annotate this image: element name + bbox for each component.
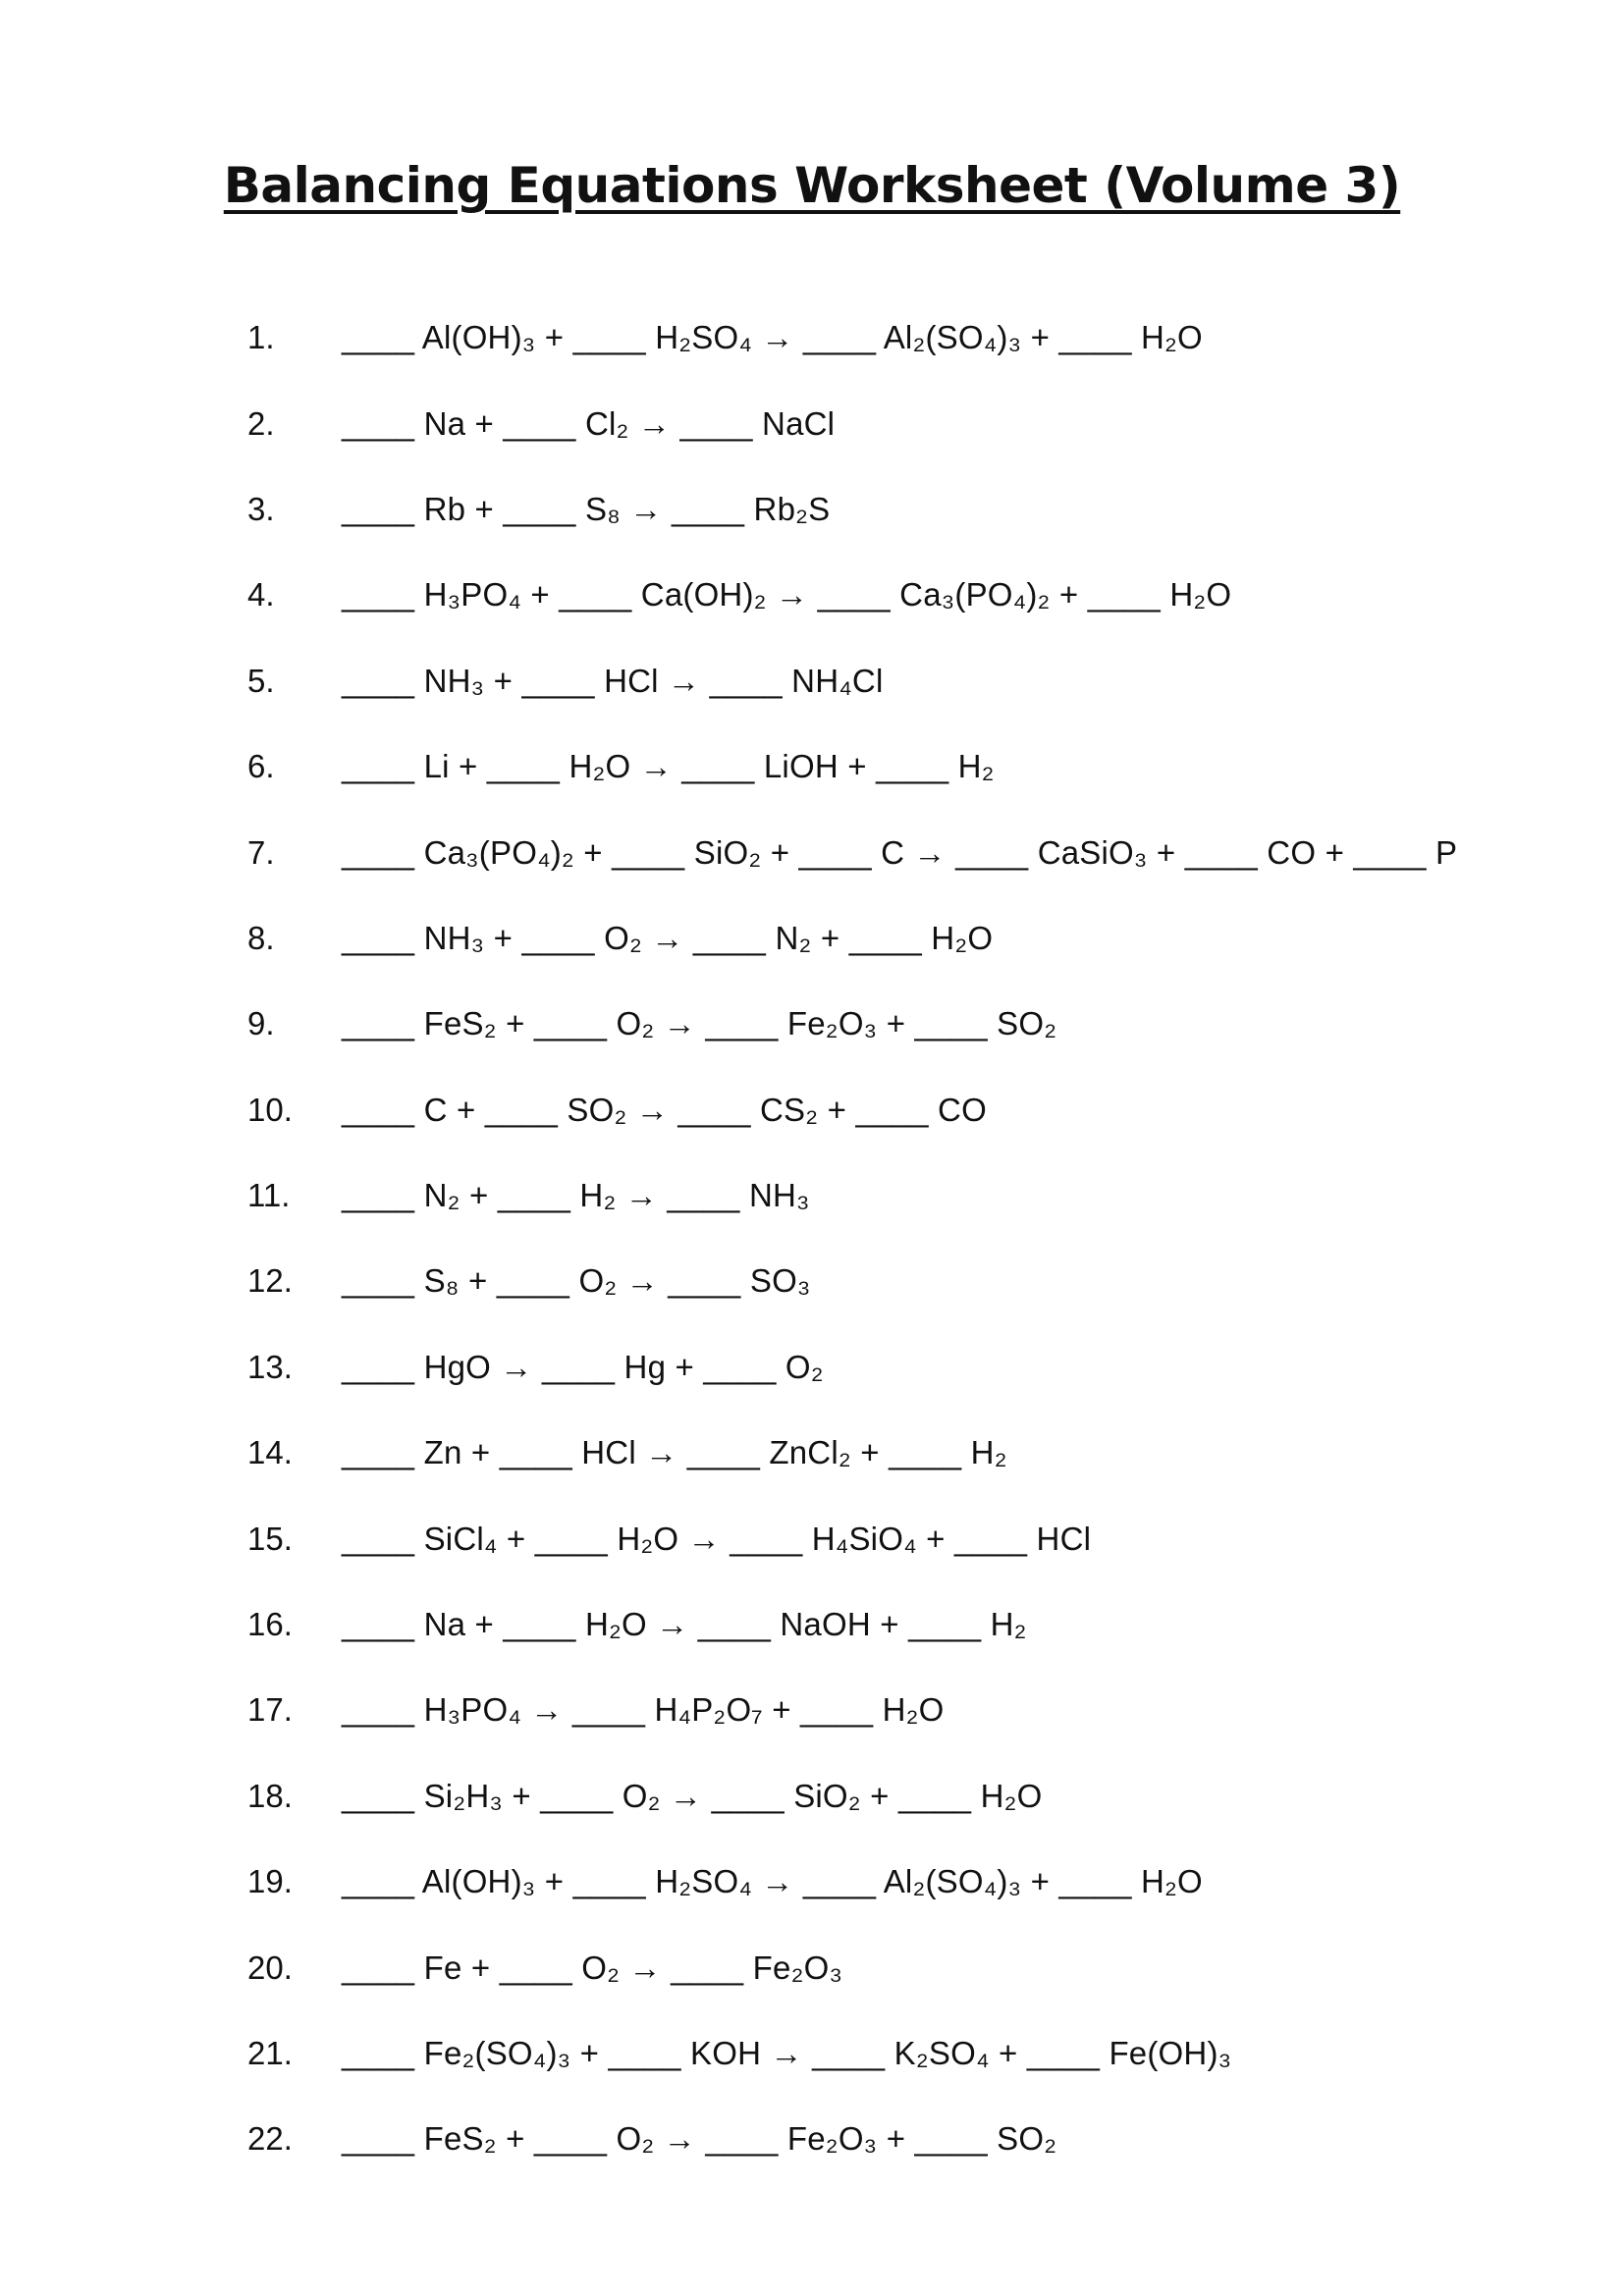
problem-item [247, 552, 1524, 637]
problem-item [247, 981, 1524, 1066]
problem-item [247, 1667, 1524, 1752]
problem-number: 5. [247, 662, 275, 699]
problem-number: 3. [247, 490, 275, 527]
problem-item [247, 1410, 1524, 1495]
problem-number: 7. [247, 833, 275, 871]
problem-equation: ____ Al(OH)₃ + ____ H₂SO₄ → ____ Al₂(SO₄)₃ + ____ H₂O [342, 319, 1203, 356]
problem-item [247, 1581, 1524, 1667]
problem-equation: ____ Li + ____ H₂O → ____ LiOH + ____ H₂ [342, 748, 995, 785]
problem-equation: ____ Si₂H₃ + ____ O₂ → ____ SiO₂ + ____ H₂O [342, 1777, 1043, 1814]
problem-number: 15. [247, 1520, 293, 1557]
problem-equation: ____ Fe₂(SO₄)₃ + ____ KOH → ____ K₂SO₄ + ____ Fe(OH)₃ [342, 2035, 1232, 2071]
problem-equation: ____ S₈ + ____ O₂ → ____ SO₃ [342, 1262, 811, 1300]
problem-number: 14. [247, 1434, 293, 1471]
problem-item [247, 2096, 1524, 2181]
problem-number: 17. [247, 1691, 293, 1729]
problem-equation: ____ N₂ + ____ H₂ → ____ NH₃ [342, 1177, 810, 1214]
problem-number: 9. [247, 1005, 275, 1042]
problem-number: 20. [247, 1949, 293, 1986]
problem-equation: ____ Ca₃(PO₄)₂ + ____ SiO₂ + ____ C → ____ CaSiO₃ + ____ CO + ____ P [342, 833, 1458, 871]
problem-number: 21. [247, 2035, 293, 2071]
problem-equation: ____ NH₃ + ____ O₂ → ____ N₂ + ____ H₂O [342, 919, 994, 956]
problem-item [247, 1753, 1524, 1839]
problem-equation: ____ C + ____ SO₂ → ____ CS₂ + ____ CO [342, 1091, 987, 1128]
problem-equation: ____ Fe + ____ O₂ → ____ Fe₂O₃ [342, 1949, 843, 1986]
problem-number: 8. [247, 919, 275, 956]
problem-list [247, 294, 1524, 2182]
problem-item [247, 638, 1524, 723]
problem-item [247, 895, 1524, 981]
problem-item [247, 380, 1524, 465]
problem-item [247, 1324, 1524, 1410]
problem-item [247, 1924, 1524, 2009]
problem-number: 6. [247, 748, 275, 785]
problem-item [247, 1495, 1524, 1580]
problem-number: 11. [247, 1177, 291, 1214]
problem-equation: ____ HgO → ____ Hg + ____ O₂ [342, 1348, 824, 1385]
problem-equation: ____ SiCl₄ + ____ H₂O → ____ H₄SiO₄ + ____ HCl [342, 1520, 1092, 1557]
problem-item [247, 1152, 1524, 1238]
worksheet-title: Balancing Equations Worksheet (Volume 3) [223, 157, 1401, 214]
problem-item [247, 2010, 1524, 2096]
problem-item [247, 1238, 1524, 1323]
problem-number: 12. [247, 1262, 293, 1300]
problem-item [247, 466, 1524, 552]
problem-equation: ____ FeS₂ + ____ O₂ → ____ Fe₂O₃ + ____ SO₂ [342, 2120, 1057, 2158]
problem-equation: ____ Na + ____ Cl₂ → ____ NaCl [342, 404, 836, 442]
problem-equation: ____ H₃PO₄ + ____ Ca(OH)₂ → ____ Ca₃(PO₄)₂ + ____ H₂O [342, 576, 1232, 614]
problem-item [247, 294, 1524, 380]
problem-equation: ____ H₃PO₄ → ____ H₄P₂O₇ + ____ H₂O [342, 1691, 945, 1729]
problem-equation: ____ Zn + ____ HCl → ____ ZnCl₂ + ____ H₂ [342, 1434, 1007, 1471]
problem-item [247, 809, 1524, 894]
problem-equation: ____ Rb + ____ S₈ → ____ Rb₂S [342, 490, 831, 527]
problem-number: 18. [247, 1777, 293, 1814]
problem-number: 2. [247, 404, 275, 442]
problem-number: 16. [247, 1606, 293, 1643]
problem-equation: ____ FeS₂ + ____ O₂ → ____ Fe₂O₃ + ____ SO₂ [342, 1005, 1057, 1042]
problem-equation: ____ NH₃ + ____ HCl → ____ NH₄Cl [342, 662, 884, 699]
problem-number: 1. [247, 319, 275, 356]
problem-equation: ____ Na + ____ H₂O → ____ NaOH + ____ H₂ [342, 1606, 1027, 1643]
problem-number: 13. [247, 1348, 293, 1385]
problem-item [247, 1839, 1524, 1924]
problem-item [247, 723, 1524, 809]
problem-number: 19. [247, 1863, 293, 1900]
problem-equation: ____ Al(OH)₃ + ____ H₂SO₄ → ____ Al₂(SO₄)₃ + ____ H₂O [342, 1863, 1203, 1900]
problem-number: 10. [247, 1091, 293, 1128]
problem-item [247, 1067, 1524, 1152]
problem-number: 22. [247, 2120, 293, 2158]
problem-number: 4. [247, 576, 275, 614]
